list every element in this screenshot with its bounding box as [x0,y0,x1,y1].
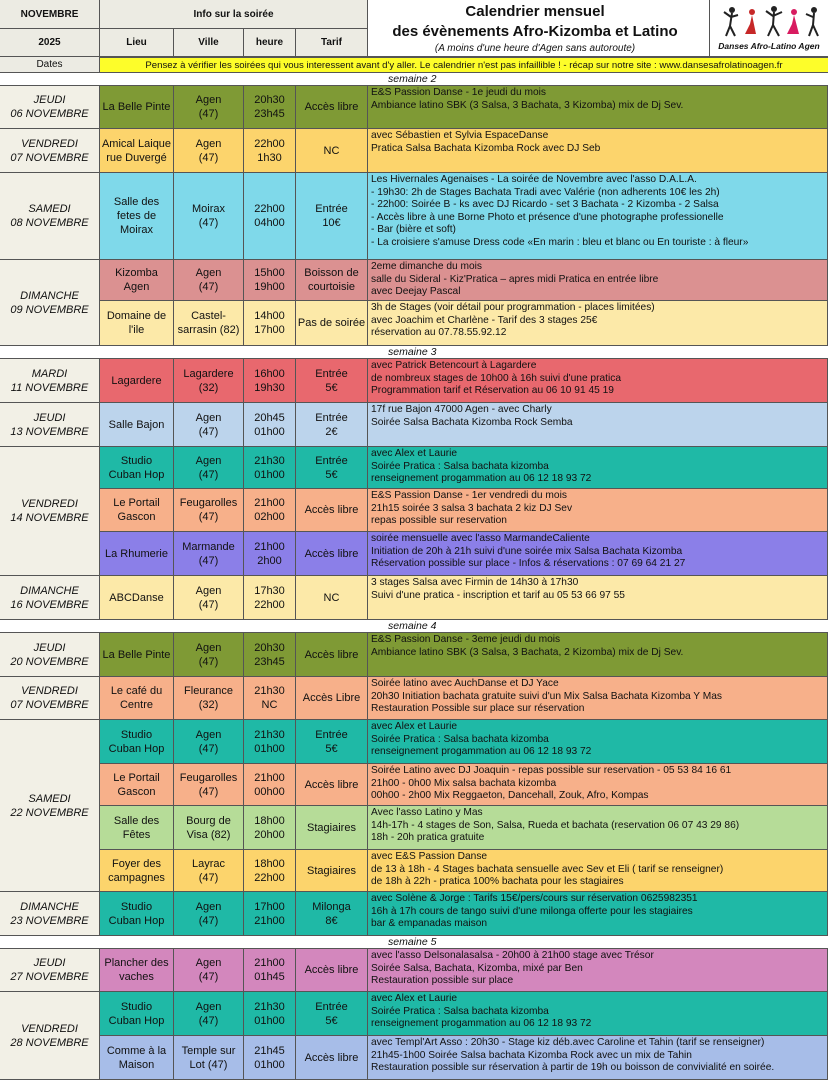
event-venue: La Rhumerie [100,532,174,576]
event-info: Les Hivernales Agenaises - La soirée de Novembre avec l'asso D.A.L.A. - 19h30: 2h de Stages Bachata Tradi avec Valérie (non adherents 10€ les 2h) - 22h00: Soirée B - ks avec DJ Ricardo - set 3 Bachata - 2 Kizomba - 2 Salsa - Accès libre à une Borne Photo et présence d'une photographe professionelle - Bar (bière et soft) - La croisiere s'amuse Dress code «En marin : bleu et blanc ou En touriste : à fleur» [368,173,828,260]
event-date: VENDREDI 14 NOVEMBRE [0,447,100,576]
subtitle: (A moins d'une heure d'Agen sans autoroute) [434,43,636,54]
col-ville-heading: Ville [174,29,244,57]
event-date: JEUDI 13 NOVEMBRE [0,403,100,447]
event-info: avec Solène & Jorge : Tarifs 15€/pers/cours sur réservation 0625982351 16h à 17h cours de tango suivi d'une milonga offerte pour les stagiaires bar & empanadas maison [368,892,828,936]
week-separator [0,73,828,86]
event-price: Accès libre [296,1036,368,1080]
event-time: 21h00 00h00 [244,764,296,806]
event-info: avec Sébastien et Sylvia EspaceDanse Pratica Salsa Bachata Kizomba Rock avec DJ Seb [368,129,828,173]
event-time: 21h30 01h00 [244,720,296,764]
event-city: Bourg de Visa (82) [174,806,244,850]
event-city: Castel- sarrasin (82) [174,301,244,346]
event-venue: Studio Cuban Hop [100,720,174,764]
event-venue: Comme à la Maison [100,1036,174,1080]
event-info: E&S Passion Danse - 3eme jeudi du mois Ambiance latino SBK (3 Salsa, 3 Bachata, 2 Kizomba) mix de Dj Sev. [368,633,828,677]
event-info: avec Alex et Laurie Soirée Pratica : Salsa bachata kizomba renseignement progammation au 06 12 18 93 72 [368,447,828,489]
event-venue: Foyer des campagnes [100,850,174,892]
dates-label: Dates [0,57,100,73]
event-venue: Studio Cuban Hop [100,447,174,489]
event-info: avec E&S Passion Danse de 13 à 18h - 4 Stages bachata sensuelle avec Sev et Eli ( tarif se renseigner) de 18h à 22h - pratica 100% bachata pour les stagiaires [368,850,828,892]
event-price: Stagiaires [296,806,368,850]
event-city: Feugarolles (47) [174,764,244,806]
event-city: Agen (47) [174,892,244,936]
event-time: 17h30 22h00 [244,576,296,620]
event-price: Accès libre [296,949,368,992]
event-venue: Salle Bajon [100,403,174,447]
event-time: 22h00 04h00 [244,173,296,260]
event-venue: Le café du Centre [100,677,174,720]
event-time: 21h30 01h00 [244,447,296,489]
event-venue: Studio Cuban Hop [100,892,174,936]
event-info: 3h de Stages (voir détail pour programmation - places limitées) avec Joachim et Charlène - Tarif des 3 stages 25€ réservation au 07.78.55.92.12 [368,301,828,346]
title-line-2: des évènements Afro-Kizomba et Latino [392,23,678,40]
event-city: Layrac (47) [174,850,244,892]
event-info: E&S Passion Danse - 1er vendredi du mois 21h15 soirée 3 salsa 3 bachata 2 kiz DJ Sev repas possible sur reservation [368,489,828,532]
event-info: 17f rue Bajon 47000 Agen - avec Charly Soirée Salsa Bachata Kizomba Rock Semba [368,403,828,447]
event-info: Soirée latino avec AuchDanse et DJ Yace 20h30 Initiation bachata gratuite suivi d'un Mix Salsa Bachata Kizomba Y Mas Restauration Possible sur place sur réservation [368,677,828,720]
event-price: Pas de soirée [296,301,368,346]
event-time: 21h00 01h45 [244,949,296,992]
event-date: MARDI 11 NOVEMBRE [0,359,100,403]
event-time: 14h00 17h00 [244,301,296,346]
event-info: avec l'asso Delsonalasalsa - 20h00 à 21h00 stage avec Trésor Soirée Salsa, Bachata, Kizomba, mixé par Ben Restauration possible sur place [368,949,828,992]
week-separator [0,620,828,633]
event-price: Accès libre [296,489,368,532]
event-city: Agen (47) [174,260,244,301]
event-city: Agen (47) [174,129,244,173]
logo [710,0,828,57]
event-venue: Lagardere [100,359,174,403]
dancers-logo-icon [710,0,828,44]
event-venue: Amical Laique rue Duvergé [100,129,174,173]
event-info: avec Patrick Betencourt à Lagardere de nombreux stages de 10h00 à 16h suivi d'une pratica Programmation tarif et Réservation au 06 10 91 45 19 [368,359,828,403]
event-price: NC [296,576,368,620]
event-info: E&S Passion Danse - 1e jeudi du mois Ambiance latino SBK (3 Salsa, 3 Bachata, 3 Kizomba) mix de Dj Sev. [368,86,828,129]
event-venue: Domaine de l'ile [100,301,174,346]
week-separator [0,346,828,359]
event-date: VENDREDI 07 NOVEMBRE [0,129,100,173]
event-time: 22h00 1h30 [244,129,296,173]
event-venue: ABCDanse [100,576,174,620]
week-separator [0,936,828,949]
week-label: semaine 2 [388,73,437,85]
event-city: Agen (47) [174,86,244,129]
col-heure-heading: heure [244,29,296,57]
event-time: 20h30 23h45 [244,633,296,677]
event-time: 21h00 2h00 [244,532,296,576]
event-date: DIMANCHE 16 NOVEMBRE [0,576,100,620]
event-info: Soirée Latino avec DJ Joaquin - repas possible sur reservation - 05 53 84 16 61 21h00 - 0h00 Mix salsa bachata kizomba 00h00 - 2h00 Mix Reggaeton, Dancehall, Zouk, Afro, Kompas [368,764,828,806]
event-city: Feugarolles (47) [174,489,244,532]
event-city: Agen (47) [174,403,244,447]
col-tarif-heading: Tarif [296,29,368,57]
event-time: 16h00 19h30 [244,359,296,403]
event-info: avec Alex et Laurie Soirée Pratica : Salsa bachata kizomba renseignement progammation au 06 12 18 93 72 [368,992,828,1036]
title-line-1: Calendrier mensuel [465,3,605,20]
event-venue: Studio Cuban Hop [100,992,174,1036]
event-venue: La Belle Pinte [100,633,174,677]
event-price: Accès libre [296,532,368,576]
info-soiree-heading: Info sur la soirée [100,0,368,29]
event-time: 17h00 21h00 [244,892,296,936]
event-date: VENDREDI 07 NOVEMBRE [0,677,100,720]
col-lieu-heading: Lieu [100,29,174,57]
event-venue: Salle des Fêtes [100,806,174,850]
event-info: Avec l'asso Latino y Mas 14h-17h - 4 stages de Son, Salsa, Rueda et bachata (reservation 06 07 43 29 86) 18h - 20h pratica gratuite [368,806,828,850]
event-date: JEUDI 06 NOVEMBRE [0,86,100,129]
event-city: Agen (47) [174,576,244,620]
event-time: 21h00 02h00 [244,489,296,532]
logo-text: Danses Afro-Latino Agen [718,41,820,51]
event-venue: Kizomba Agen [100,260,174,301]
warning-banner: Pensez à vérifier les soirées qui vous interessent avant d'y aller. Le calendrier n'est pas infaillible ! - récap sur notre site : www.dansesafrolatinoagen.fr [100,57,828,73]
event-info: avec Templ'Art Asso : 20h30 - Stage kiz déb.avec Caroline et Tahin (tarif se renseigner) 21h45-1h00 Soirée Salsa bachata Kizomba Rock avec un mix de Tahin Restauration possible sur réservation à partir de 19h ou boisson de convivialité en soirée. [368,1036,828,1080]
event-date: DIMANCHE 23 NOVEMBRE [0,892,100,936]
event-venue: Le Portail Gascon [100,764,174,806]
event-date: JEUDI 20 NOVEMBRE [0,633,100,677]
event-price: Accès libre [296,764,368,806]
event-city: Agen (47) [174,992,244,1036]
event-city: Agen (47) [174,720,244,764]
event-info: 3 stages Salsa avec Firmin de 14h30 à 17h30 Suivi d'une pratica - inscription et tarif au 05 53 66 97 55 [368,576,828,620]
event-price: Milonga 8€ [296,892,368,936]
event-time: 15h00 19h00 [244,260,296,301]
event-venue: Le Portail Gascon [100,489,174,532]
event-price: Stagiaires [296,850,368,892]
event-city: Agen (47) [174,447,244,489]
event-date: SAMEDI 22 NOVEMBRE [0,720,100,892]
event-city: Lagardere (32) [174,359,244,403]
event-info: soirée mensuelle avec l'asso MarmandeCaliente Initiation de 20h à 21h suivi d'une soirée mix Salsa Bachata Kizomba Réservation possible sur place - Infos & réservations : 07 69 64 21 27 [368,532,828,576]
event-time: 21h30 01h00 [244,992,296,1036]
event-venue: Plancher des vaches [100,949,174,992]
event-info: avec Alex et Laurie Soirée Pratica : Salsa bachata kizomba renseignement progammation au 06 12 18 93 72 [368,720,828,764]
event-city: Temple sur Lot (47) [174,1036,244,1080]
event-date: VENDREDI 28 NOVEMBRE [0,992,100,1080]
month-label: NOVEMBRE [0,0,100,29]
week-label: semaine 5 [388,936,437,948]
event-price: Accès libre [296,633,368,677]
event-price: Entrée 5€ [296,359,368,403]
event-time: 18h00 22h00 [244,850,296,892]
event-city: Moirax (47) [174,173,244,260]
event-price: Entrée 5€ [296,447,368,489]
event-time: 20h30 23h45 [244,86,296,129]
event-price: Accès libre [296,86,368,129]
event-price: Accès Libre [296,677,368,720]
event-price: Entrée 10€ [296,173,368,260]
event-price: NC [296,129,368,173]
week-label: semaine 4 [388,620,437,632]
event-date: JEUDI 27 NOVEMBRE [0,949,100,992]
event-price: Entrée 2€ [296,403,368,447]
event-price: Entrée 5€ [296,720,368,764]
event-date: SAMEDI 08 NOVEMBRE [0,173,100,260]
event-time: 21h30 NC [244,677,296,720]
event-price: Boisson de courtoisie [296,260,368,301]
event-info: 2eme dimanche du mois salle du Sideral - Kiz'Pratica – apres midi Pratica en entrée libre avec Deejay Pascal [368,260,828,301]
event-date: DIMANCHE 09 NOVEMBRE [0,260,100,346]
event-city: Agen (47) [174,633,244,677]
year-label: 2025 [0,29,100,57]
event-city: Fleurance (32) [174,677,244,720]
event-price: Entrée 5€ [296,992,368,1036]
event-time: 21h45 01h00 [244,1036,296,1080]
event-time: 18h00 20h00 [244,806,296,850]
event-city: Agen (47) [174,949,244,992]
event-city: Marmande (47) [174,532,244,576]
week-label: semaine 3 [388,346,437,358]
event-venue: La Belle Pinte [100,86,174,129]
event-time: 20h45 01h00 [244,403,296,447]
event-venue: Salle des fetes de Moirax [100,173,174,260]
